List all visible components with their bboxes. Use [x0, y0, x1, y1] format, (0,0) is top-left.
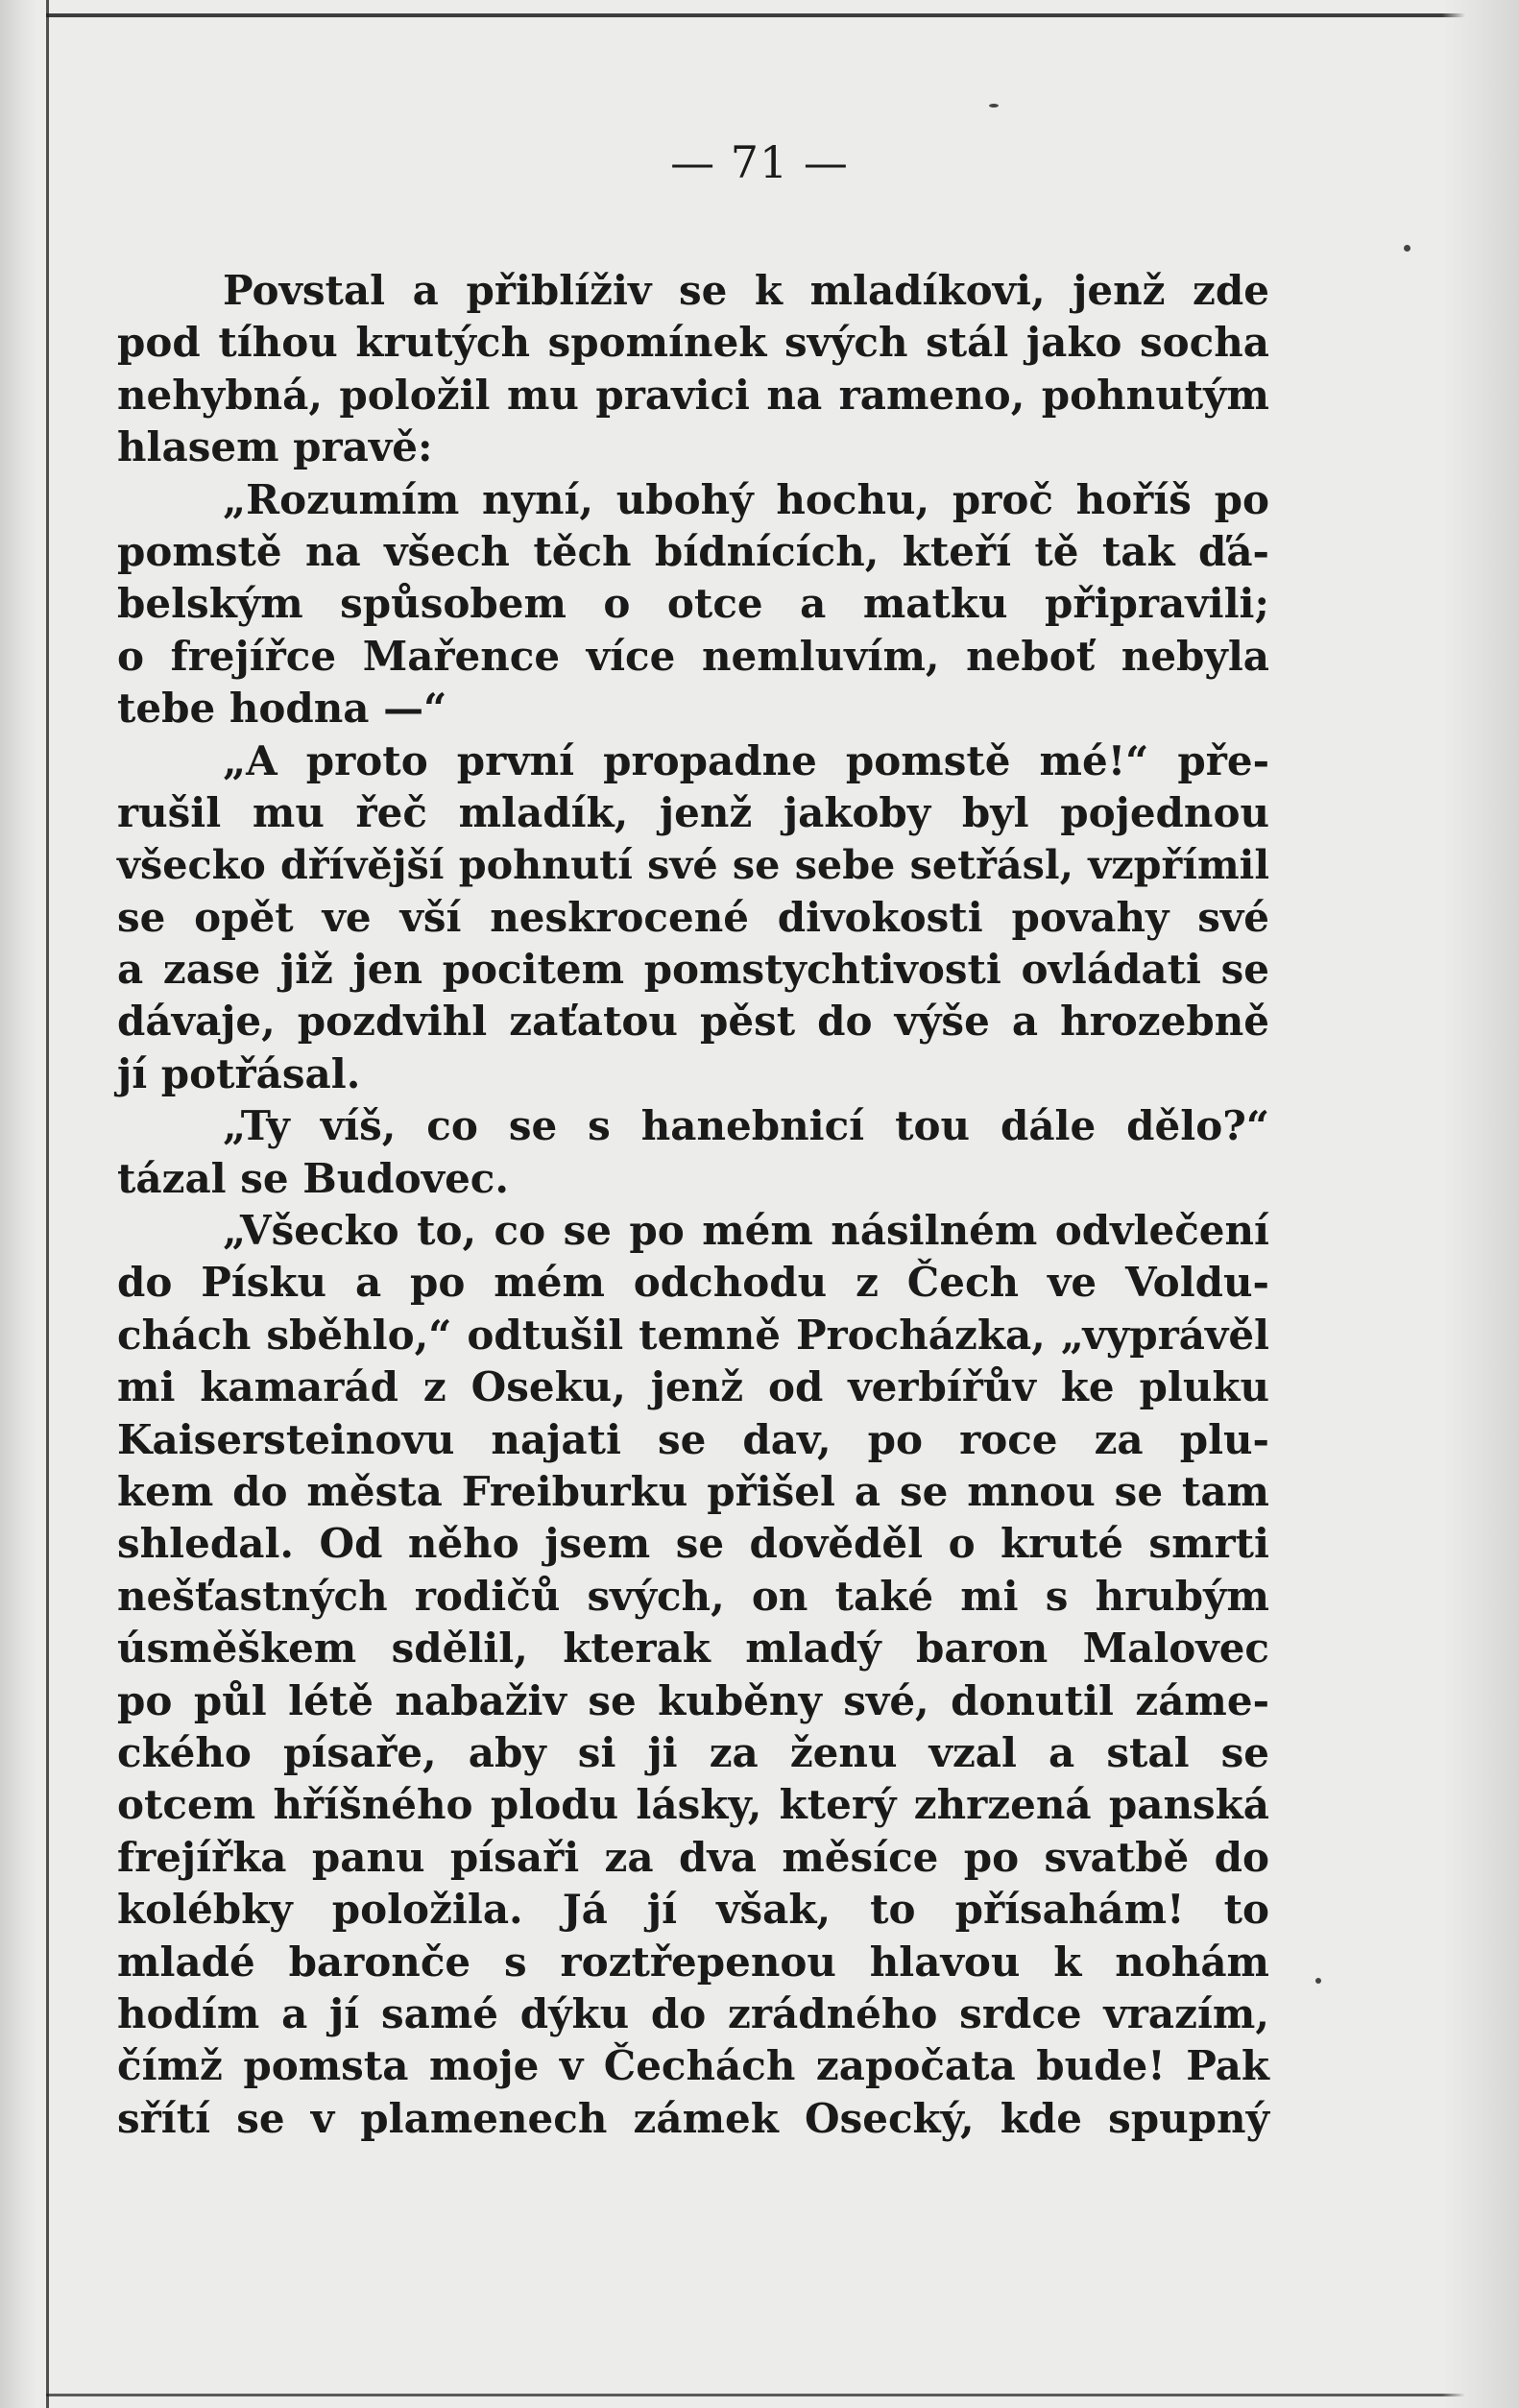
- page-number: — 71 —: [670, 136, 849, 188]
- text-line: pod tíhou krutých spomínek svých stál jako socha: [117, 319, 1269, 367]
- text-line: shledal. Od něho jsem se dověděl o kruté smrti: [117, 1520, 1269, 1568]
- text-line: o frejířce Mařence více nemluvím, neboť nebyla: [117, 632, 1269, 680]
- text-line: Povstal a přiblíživ se k mladíkovi, jenž zde: [223, 267, 1269, 314]
- text-line: kem do města Freiburku přišel a se mnou se tam: [117, 1467, 1269, 1515]
- text-line: mladé baronče s roztřepenou hlavou k nohám: [117, 1938, 1269, 1986]
- scan-border-top: [46, 13, 1506, 17]
- text-line: hodím a jí samé dýku do zrádného srdce vrazím,: [117, 1989, 1269, 2037]
- text-line: pomstě na všech těch bídnících, kteří tě tak ďá-: [117, 527, 1269, 575]
- text-line: jí potřásal.: [117, 1049, 361, 1097]
- text-line: dávaje, pozdvihl zaťatou pěst do výše a hrozebně: [117, 998, 1269, 1046]
- scan-speck: [1471, 754, 1483, 757]
- text-line: rušil mu řeč mladík, jenž jakoby byl pojednou: [117, 788, 1269, 836]
- text-line: ckého písaře, aby si ji za ženu vzal a stal se: [117, 1728, 1269, 1776]
- text-line: frejířka panu písaři za dva měsíce po svatbě do: [117, 1833, 1269, 1881]
- text-line: všecko dřívější pohnutí své se sebe setřásl, vzpřímil: [117, 841, 1269, 889]
- body-text: [117, 265, 1269, 2145]
- text-line: tázal se Budovec.: [117, 1154, 509, 1202]
- text-line: Kaisersteinovu najati se dav, po roce za plu-: [117, 1415, 1269, 1463]
- text-line: nehybná, položil mu pravici na rameno, pohnutým: [117, 371, 1269, 419]
- scan-border-right: [1502, 13, 1506, 2395]
- text-line: „A proto první propadne pomstě mé!“ pře-: [223, 736, 1269, 784]
- scan-speck: [989, 104, 999, 108]
- text-line: kolébky položila. Já jí však, to přísahám! to: [117, 1886, 1269, 1934]
- text-line: a zase již jen pocitem pomstychtivosti ovládati se: [117, 946, 1269, 994]
- text-line: „Rozumím nyní, ubohý hochu, proč hoříš po: [223, 475, 1269, 523]
- text-line: nešťastných rodičů svých, on také mi s hrubým: [117, 1572, 1269, 1620]
- text-line: otcem hříšného plodu lásky, který zhrzená panská: [117, 1781, 1269, 1829]
- text-line: belským spůsobem o otce a matku připravili;: [117, 580, 1269, 628]
- text-line: „Všecko to, co se po mém násilném odvlečení: [223, 1207, 1269, 1255]
- text-line: do Písku a po mém odchodu z Čech ve Voldu-: [117, 1259, 1269, 1307]
- text-line: tebe hodna —“: [117, 685, 447, 733]
- scan-speck: [1404, 245, 1410, 252]
- scan-border-left: [46, 0, 49, 2408]
- text-line: se opět ve vší neskrocené divokosti povahy své: [117, 893, 1269, 941]
- text-line: mi kamarád z Oseku, jenž od verbířův ke pluku: [117, 1363, 1269, 1411]
- scan-border-bottom: [46, 2394, 1506, 2396]
- scan-speck: [1315, 1978, 1321, 1984]
- text-line: hlasem pravě:: [117, 423, 433, 471]
- text-line: „Ty víš, co se s hanebnicí tou dále dělo?“: [223, 1102, 1269, 1150]
- text-line: chách sběhlo,“ odtušil temně Procházka, „vyprávěl: [117, 1311, 1269, 1359]
- text-line: sřítí se v plamenech zámek Osecký, kde spupný: [117, 2094, 1269, 2142]
- text-line: čímž pomsta moje v Čechách započata bude! Pak: [117, 2042, 1269, 2090]
- text-line: úsměškem sdělil, kterak mladý baron Malovec: [117, 1625, 1269, 1673]
- text-line: po půl létě nabaživ se kuběny své, donutil záme-: [117, 1676, 1269, 1724]
